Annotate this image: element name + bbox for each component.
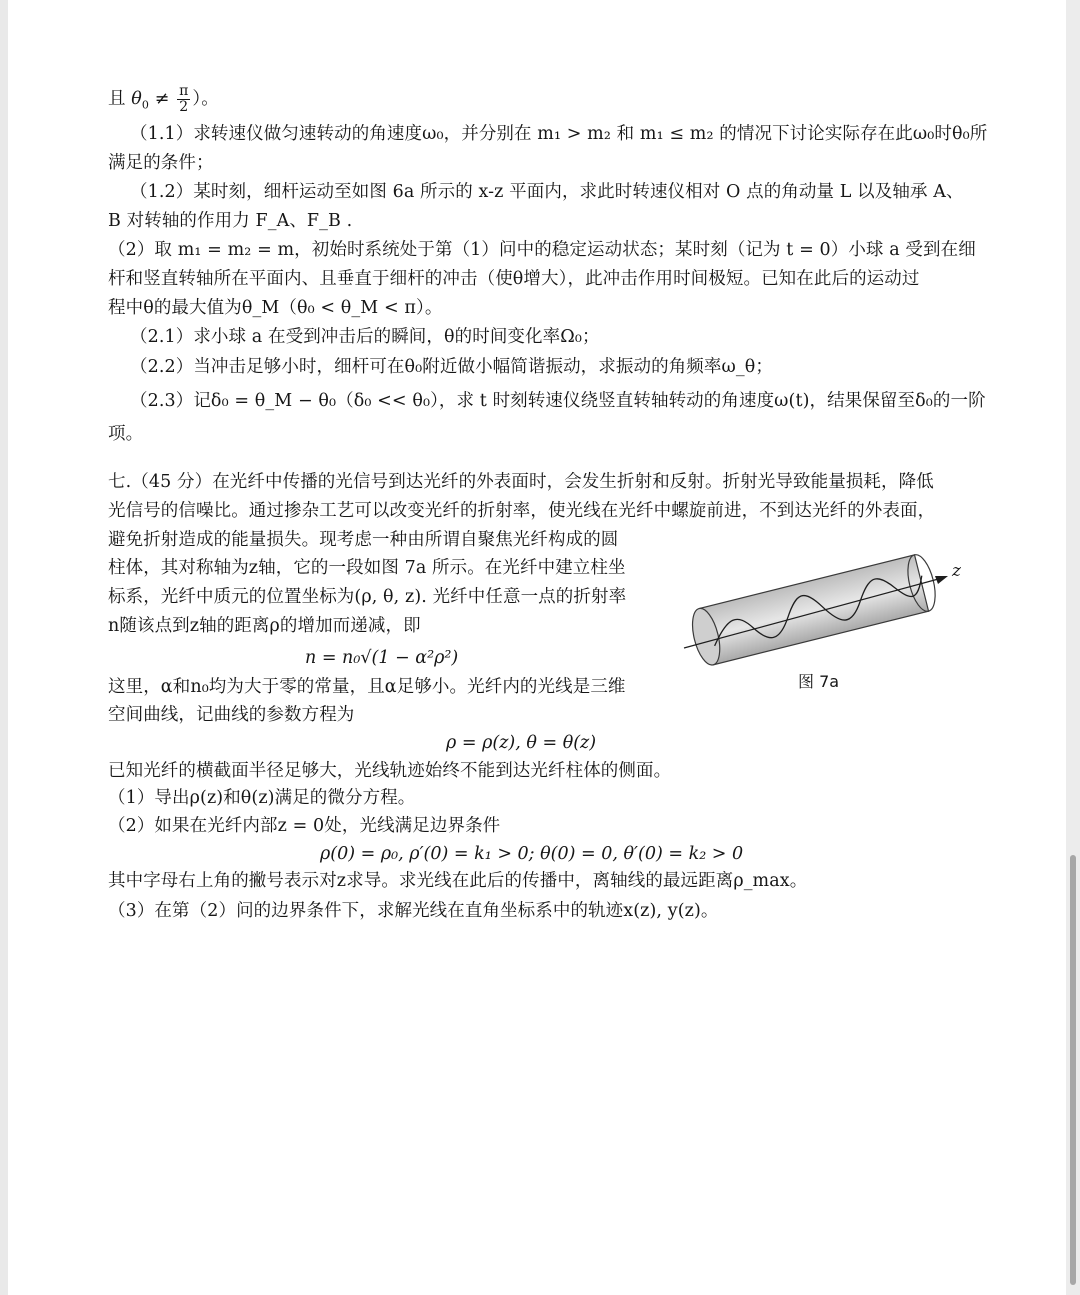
text-line: 项。: [108, 424, 144, 444]
text-line: 这里，α和n₀均为大于零的常量，且α足够小。光纤内的光线是三维: [108, 677, 626, 697]
text-line: n随该点到z轴的距离ρ的增加而递减，即: [108, 616, 421, 636]
z-axis-arrow-icon: [935, 576, 948, 584]
scrollbar[interactable]: [1066, 0, 1080, 1295]
text-line: 标系，光纤中质元的位置坐标为(ρ, θ, z). 光纤中任意一点的折射率: [108, 587, 627, 607]
text-line: 空间曲线，记曲线的参数方程为: [108, 705, 355, 725]
text-line: （1）导出ρ(z)和θ(z)满足的微分方程。: [108, 788, 416, 808]
problem-heading: 七.（45 分）在光纤中传播的光信号到达光纤的外表面时，会发生折射和反射。折射光导致能量损耗，降低: [108, 472, 934, 492]
text-line: （1.2）某时刻，细杆运动至如图 6a 所示的 x-z 平面内，求此时转速仪相对 O 点的角动量 L 以及轴承 A、: [130, 182, 964, 202]
text-line: 避免折射造成的能量损失。现考虑一种由所谓自聚焦光纤构成的圆: [108, 530, 619, 550]
text-line: 且 $\theta_0$ ≠ $\frac{\pi}{2}$ ）。: [108, 83, 219, 115]
text-line: （3）在第（2）问的边界条件下，求解光线在直角坐标系中的轨迹x(z), y(z)。: [108, 901, 719, 921]
boundary-condition-equation: ρ(0) = ρ₀, ρ′(0) = k₁ > 0; θ(0) = 0, θ′(0) = k₂ > 0: [320, 844, 744, 864]
figure-caption: 图 7a: [798, 672, 840, 691]
text-line: 光信号的信噪比。通过掺杂工艺可以改变光纤的折射率，使光线在光纤中螺旋前进，不到达光纤的外表面，: [108, 501, 936, 521]
text-line: 其中字母右上角的撇号表示对z求导。求光线在此后的传播中，离轴线的最远距离ρ_max。: [108, 871, 808, 891]
text-line: 柱体，其对称轴为z轴，它的一段如图 7a 所示。在光纤中建立柱坐: [108, 558, 626, 578]
text-line: 已知光纤的横截面半径足够大，光线轨迹始终不能到达光纤柱体的侧面。: [108, 761, 672, 781]
z-axis-label: z: [952, 561, 961, 581]
scrollbar-thumb[interactable]: [1070, 855, 1076, 1285]
fiber-figure: [680, 540, 970, 670]
text-line: （1.1）求转速仪做匀速转动的角速度ω₀，并分别在 m₁ > m₂ 和 m₁ ≤ m₂ 的情况下讨论实际存在此ω₀时θ₀所: [130, 124, 988, 144]
refractive-index-equation: n = n₀√(1 − α²ρ²): [305, 648, 459, 668]
text-line: （2）如果在光纤内部z = 0处，光线满足边界条件: [108, 816, 501, 836]
text-line: 满足的条件；: [108, 153, 214, 173]
text-line: B 对转轴的作用力 F_A、F_B .: [108, 211, 353, 231]
text-line: （2.2）当冲击足够小时，细杆可在θ₀附近做小幅简谐振动，求振动的角频率ω_θ；: [130, 357, 773, 377]
text-line: （2）取 m₁ = m₂ = m，初始时系统处于第（1）问中的稳定运动状态；某时刻（记为 t = 0）小球 a 受到在细: [108, 240, 976, 260]
parametric-equation: ρ = ρ(z), θ = θ(z): [446, 733, 597, 753]
text-line: （2.3）记δ₀ = θ_M − θ₀（δ₀ << θ₀），求 t 时刻转速仪绕竖直转轴转动的角速度ω(t)，结果保留至δ₀的一阶: [130, 391, 986, 411]
text-line: （2.1）求小球 a 在受到冲击后的瞬间，θ的时间变化率Ω₀；: [130, 327, 600, 347]
text-line: 程中θ的最大值为θ_M（θ₀ < θ_M < π）。: [108, 298, 443, 318]
text-line: 杆和竖直转轴所在平面内、且垂直于细杆的冲击（使θ增大），此冲击作用时间极短。已知在此后的运动过: [108, 269, 920, 289]
